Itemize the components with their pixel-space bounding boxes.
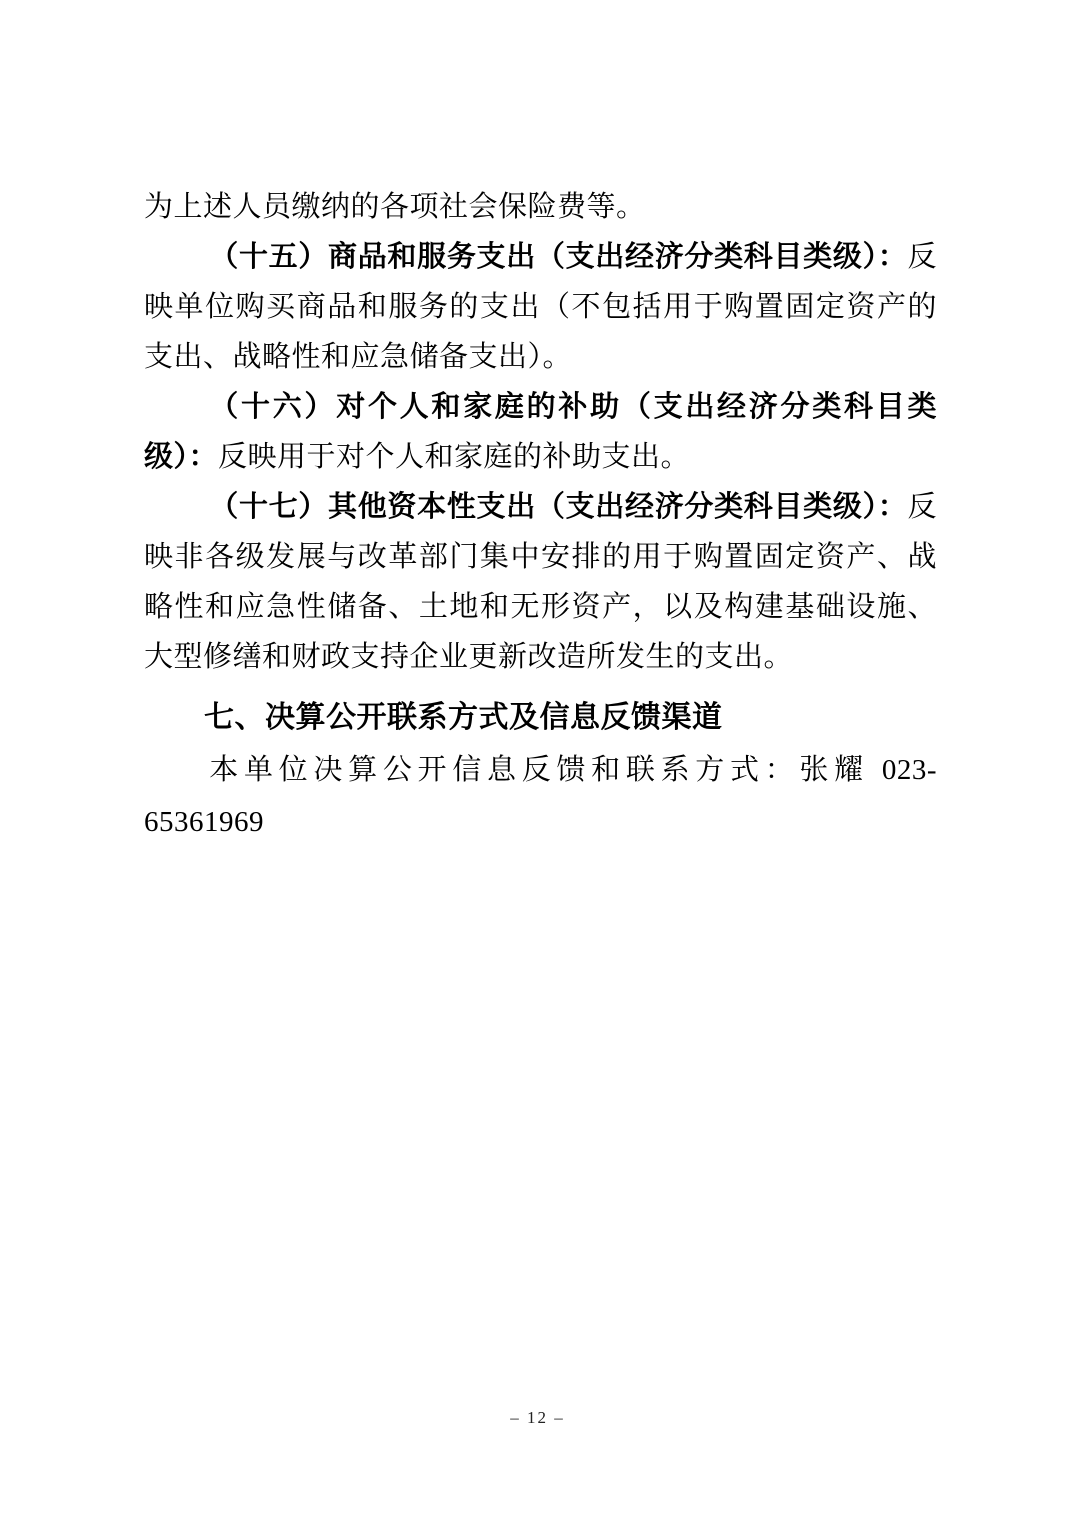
paragraph-text: 为上述人员缴纳的各项社会保险费等。 — [144, 191, 646, 223]
paragraph-item-16 — [144, 382, 937, 482]
contact-line: 本单位决算公开信息反馈和联系方式：张耀 023-65361969 — [144, 754, 937, 838]
paragraph-item-15 — [144, 232, 937, 382]
section-heading: 七、决算公开联系方式及信息反馈渠道 — [204, 701, 723, 734]
page-number: – 12 – — [510, 1408, 565, 1427]
paragraph-text: 反映用于对个人和家庭的补助支出。 — [218, 441, 691, 473]
paragraph-lead: （十六）对个人和家庭的补助（支出经济分类科目类级）： — [144, 391, 937, 473]
paragraph-text: 反映非各级发展与改革部门集中安排的用于购置固定资产、战略性和应急性储备、土地和无形资产，以及构建基础设施、大型修缮和财政支持企业更新改造所发生的支出。 — [144, 491, 937, 673]
paragraph-lead: （十五）商品和服务支出（支出经济分类科目类级）： — [209, 241, 908, 273]
document-body — [144, 182, 937, 848]
paragraph-text: 反映单位购买商品和服务的支出（不包括用于购置固定资产的支出、战略性和应急储备支出）。 — [144, 241, 937, 373]
paragraph-continuation — [144, 182, 937, 232]
paragraph-item-17 — [144, 482, 937, 682]
paragraph-lead: （十七）其他资本性支出（支出经济分类科目类级）： — [209, 491, 908, 523]
